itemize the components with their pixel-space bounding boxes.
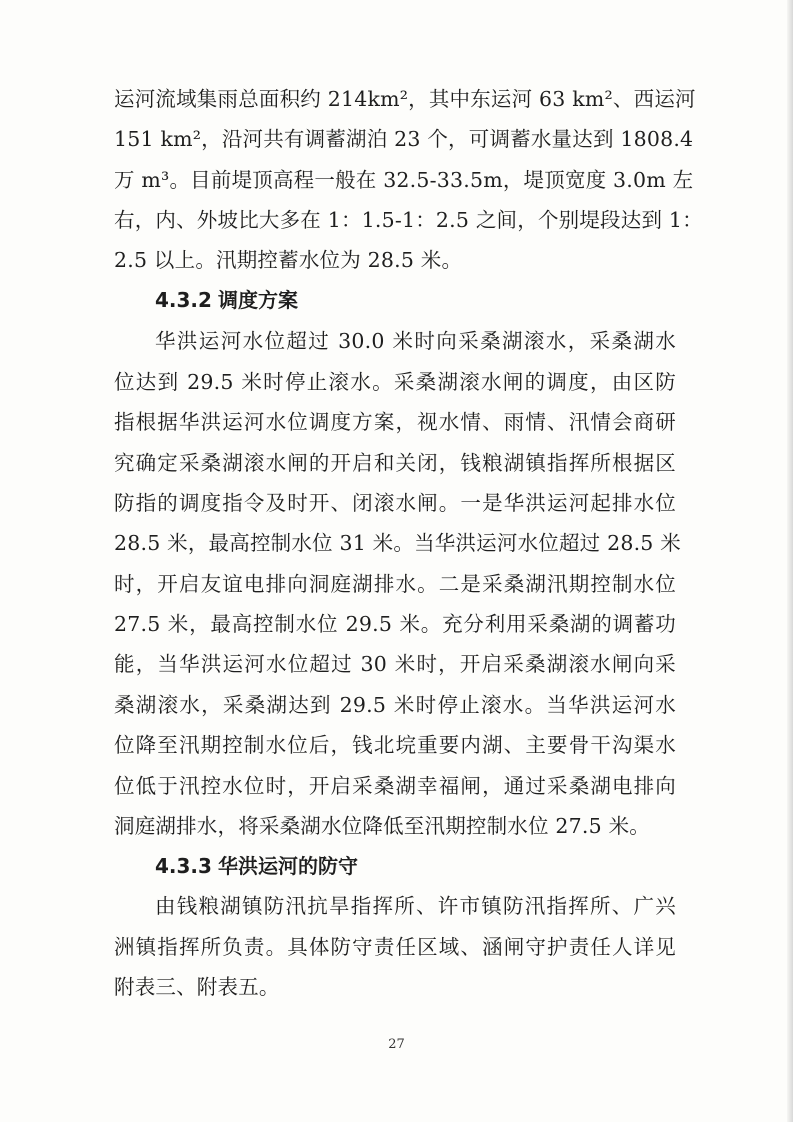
section-4-3-2-line: 指根据华洪运河水位调度方案，视水情、雨情、汛情会商研 [114,410,676,434]
section-4-3-2-line: 27.5 米，最高控制水位 29.5 米。充分利用采桑湖的调蓄功 [114,612,676,636]
section-4-3-3-line: 附表三、附表五。 [114,975,280,999]
section-4-3-2-line: 究确定采桑湖滚水闸的开启和关闭，钱粮湖镇指挥所根据区 [114,451,676,475]
section-4-3-2-line: 桑湖滚水，采桑湖达到 29.5 米时停止滚水。当华洪运河水 [114,693,676,717]
section-4-3-2-line: 能，当华洪运河水位超过 30 米时，开启采桑湖滚水闸向采 [114,652,676,676]
section-4-3-2-line: 位低于汛控水位时，开启采桑湖幸福闸，通过采桑湖电排向 [114,774,676,798]
section-4-3-2-line: 洞庭湖排水，将采桑湖水位降低至汛期控制水位 27.5 米。 [114,814,650,838]
section-4-3-2-line: 防指的调度指令及时开、闭滚水闸。一是华洪运河起排水位 [114,491,676,515]
scan-edge [787,0,793,1122]
section-4-3-2-line: 位降至汛期控制水位后，钱北垸重要内湖、主要骨干沟渠水 [114,733,676,757]
section-number: 4.3.2 [155,288,212,312]
section-4-3-2-line: 位达到 29.5 米时停止滚水。采桑湖滚水闸的调度，由区防 [114,370,676,394]
paragraph-1-line-5: 2.5 以上。汛期控蓄水位为 28.5 米。 [114,248,463,272]
section-4-3-2-line: 28.5 米，最高控制水位 31 米。当华洪运河水位超过 28.5 米 [114,531,681,555]
section-heading-4-3-2 [155,288,298,312]
section-heading-4-3-3 [155,854,358,878]
page-number: 27 [388,1037,405,1052]
paragraph-1-line-4: 右，内、外坡比大多在 1：1.5-1：2.5 之间，个别堤段达到 1： [114,208,703,232]
paragraph-1-line-2: 151 km²，沿河共有调蓄湖泊 23 个，可调蓄水量达到 1808.4 [114,127,694,151]
section-4-3-2-line: 华洪运河水位超过 30.0 米时向采桑湖滚水，采桑湖水 [155,329,676,353]
paragraph-1-line-1: 运河流域集雨总面积约 214km²，其中东运河 63 km²、西运河 [114,87,696,111]
section-title: 调度方案 [217,288,298,312]
paragraph-1-line-3: 万 m³。目前堤顶高程一般在 32.5-33.5m，堤顶宽度 3.0m 左 [114,168,694,192]
section-title: 华洪运河的防守 [217,854,358,878]
section-4-3-3-line: 由钱粮湖镇防汛抗旱指挥所、许市镇防汛指挥所、广兴 [155,894,676,918]
section-4-3-3-line: 洲镇指挥所负责。具体防守责任区域、涵闸守护责任人详见 [114,935,676,959]
section-number: 4.3.3 [155,854,212,878]
section-4-3-2-line: 时，开启友谊电排向洞庭湖排水。二是采桑湖汛期控制水位 [114,572,676,596]
